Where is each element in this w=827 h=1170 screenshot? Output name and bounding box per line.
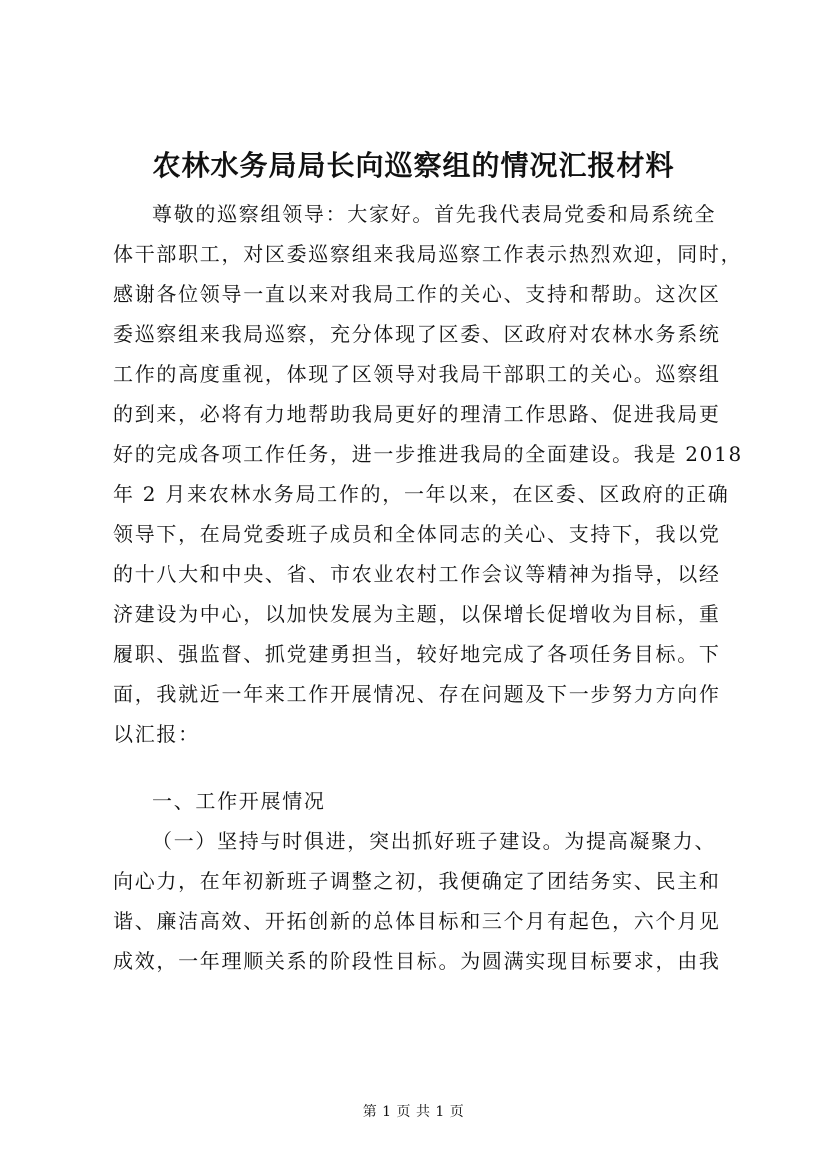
document-title: 农林水务局局长向巡察组的情况汇报材料 (152, 149, 675, 182)
page-footer: 第 1 页 共 1 页 (362, 1104, 465, 1120)
paragraph-line-13: 面，我就近一年来工作开展情况、存在问题及下一步努力方向作 (113, 682, 721, 706)
paragraph-line-16: （一）坚持与时俱进，突出抓好班子建设。为提高凝聚力、 (152, 829, 717, 853)
paragraph-line-6: 的到来，必将有力地帮助我局更好的理清工作思路、促进我局更 (113, 402, 721, 426)
paragraph-line-19: 成效，一年理顺关系的阶段性目标。为圆满实现目标要求，由我 (113, 949, 721, 973)
paragraph-line-1: 尊敬的巡察组领导：大家好。首先我代表局党委和局系统全 (152, 202, 717, 226)
paragraph-line-8: 年 2 月来农林水务局工作的，一年以来，在区委、区政府的正确 (113, 482, 730, 506)
paragraph-line-7: 好的完成各项工作任务，进一步推进我局的全面建设。我是 2018 (113, 442, 743, 466)
paragraph-line-17: 向心力，在年初新班子调整之初，我便确定了团结务实、民主和 (113, 869, 721, 893)
section-heading: 一、工作开展情况 (152, 789, 326, 813)
paragraph-line-18: 谐、廉洁高效、开拓创新的总体目标和三个月有起色，六个月见 (113, 909, 721, 933)
paragraph-line-3: 感谢各位领导一直以来对我局工作的关心、支持和帮助。这次区 (113, 282, 721, 306)
paragraph-line-2: 体干部职工，对区委巡察组来我局巡察工作表示热烈欢迎，同时， (113, 242, 743, 266)
paragraph-line-11: 济建设为中心，以加快发展为主题，以保增长促增收为目标，重 (113, 602, 721, 626)
paragraph-line-12: 履职、强监督、抓党建勇担当，较好地完成了各项任务目标。下 (113, 642, 721, 666)
paragraph-line-5: 工作的高度重视，体现了区领导对我局干部职工的关心。巡察组 (113, 362, 721, 386)
paragraph-line-10: 的十八大和中央、省、市农业农村工作会议等精神为指导，以经 (113, 562, 721, 586)
paragraph-line-9: 领导下，在局党委班子成员和全体同志的关心、支持下，我以党 (113, 522, 721, 546)
paragraph-line-4: 委巡察组来我局巡察，充分体现了区委、区政府对农林水务系统 (113, 322, 721, 346)
paragraph-line-14: 以汇报： (113, 722, 200, 746)
